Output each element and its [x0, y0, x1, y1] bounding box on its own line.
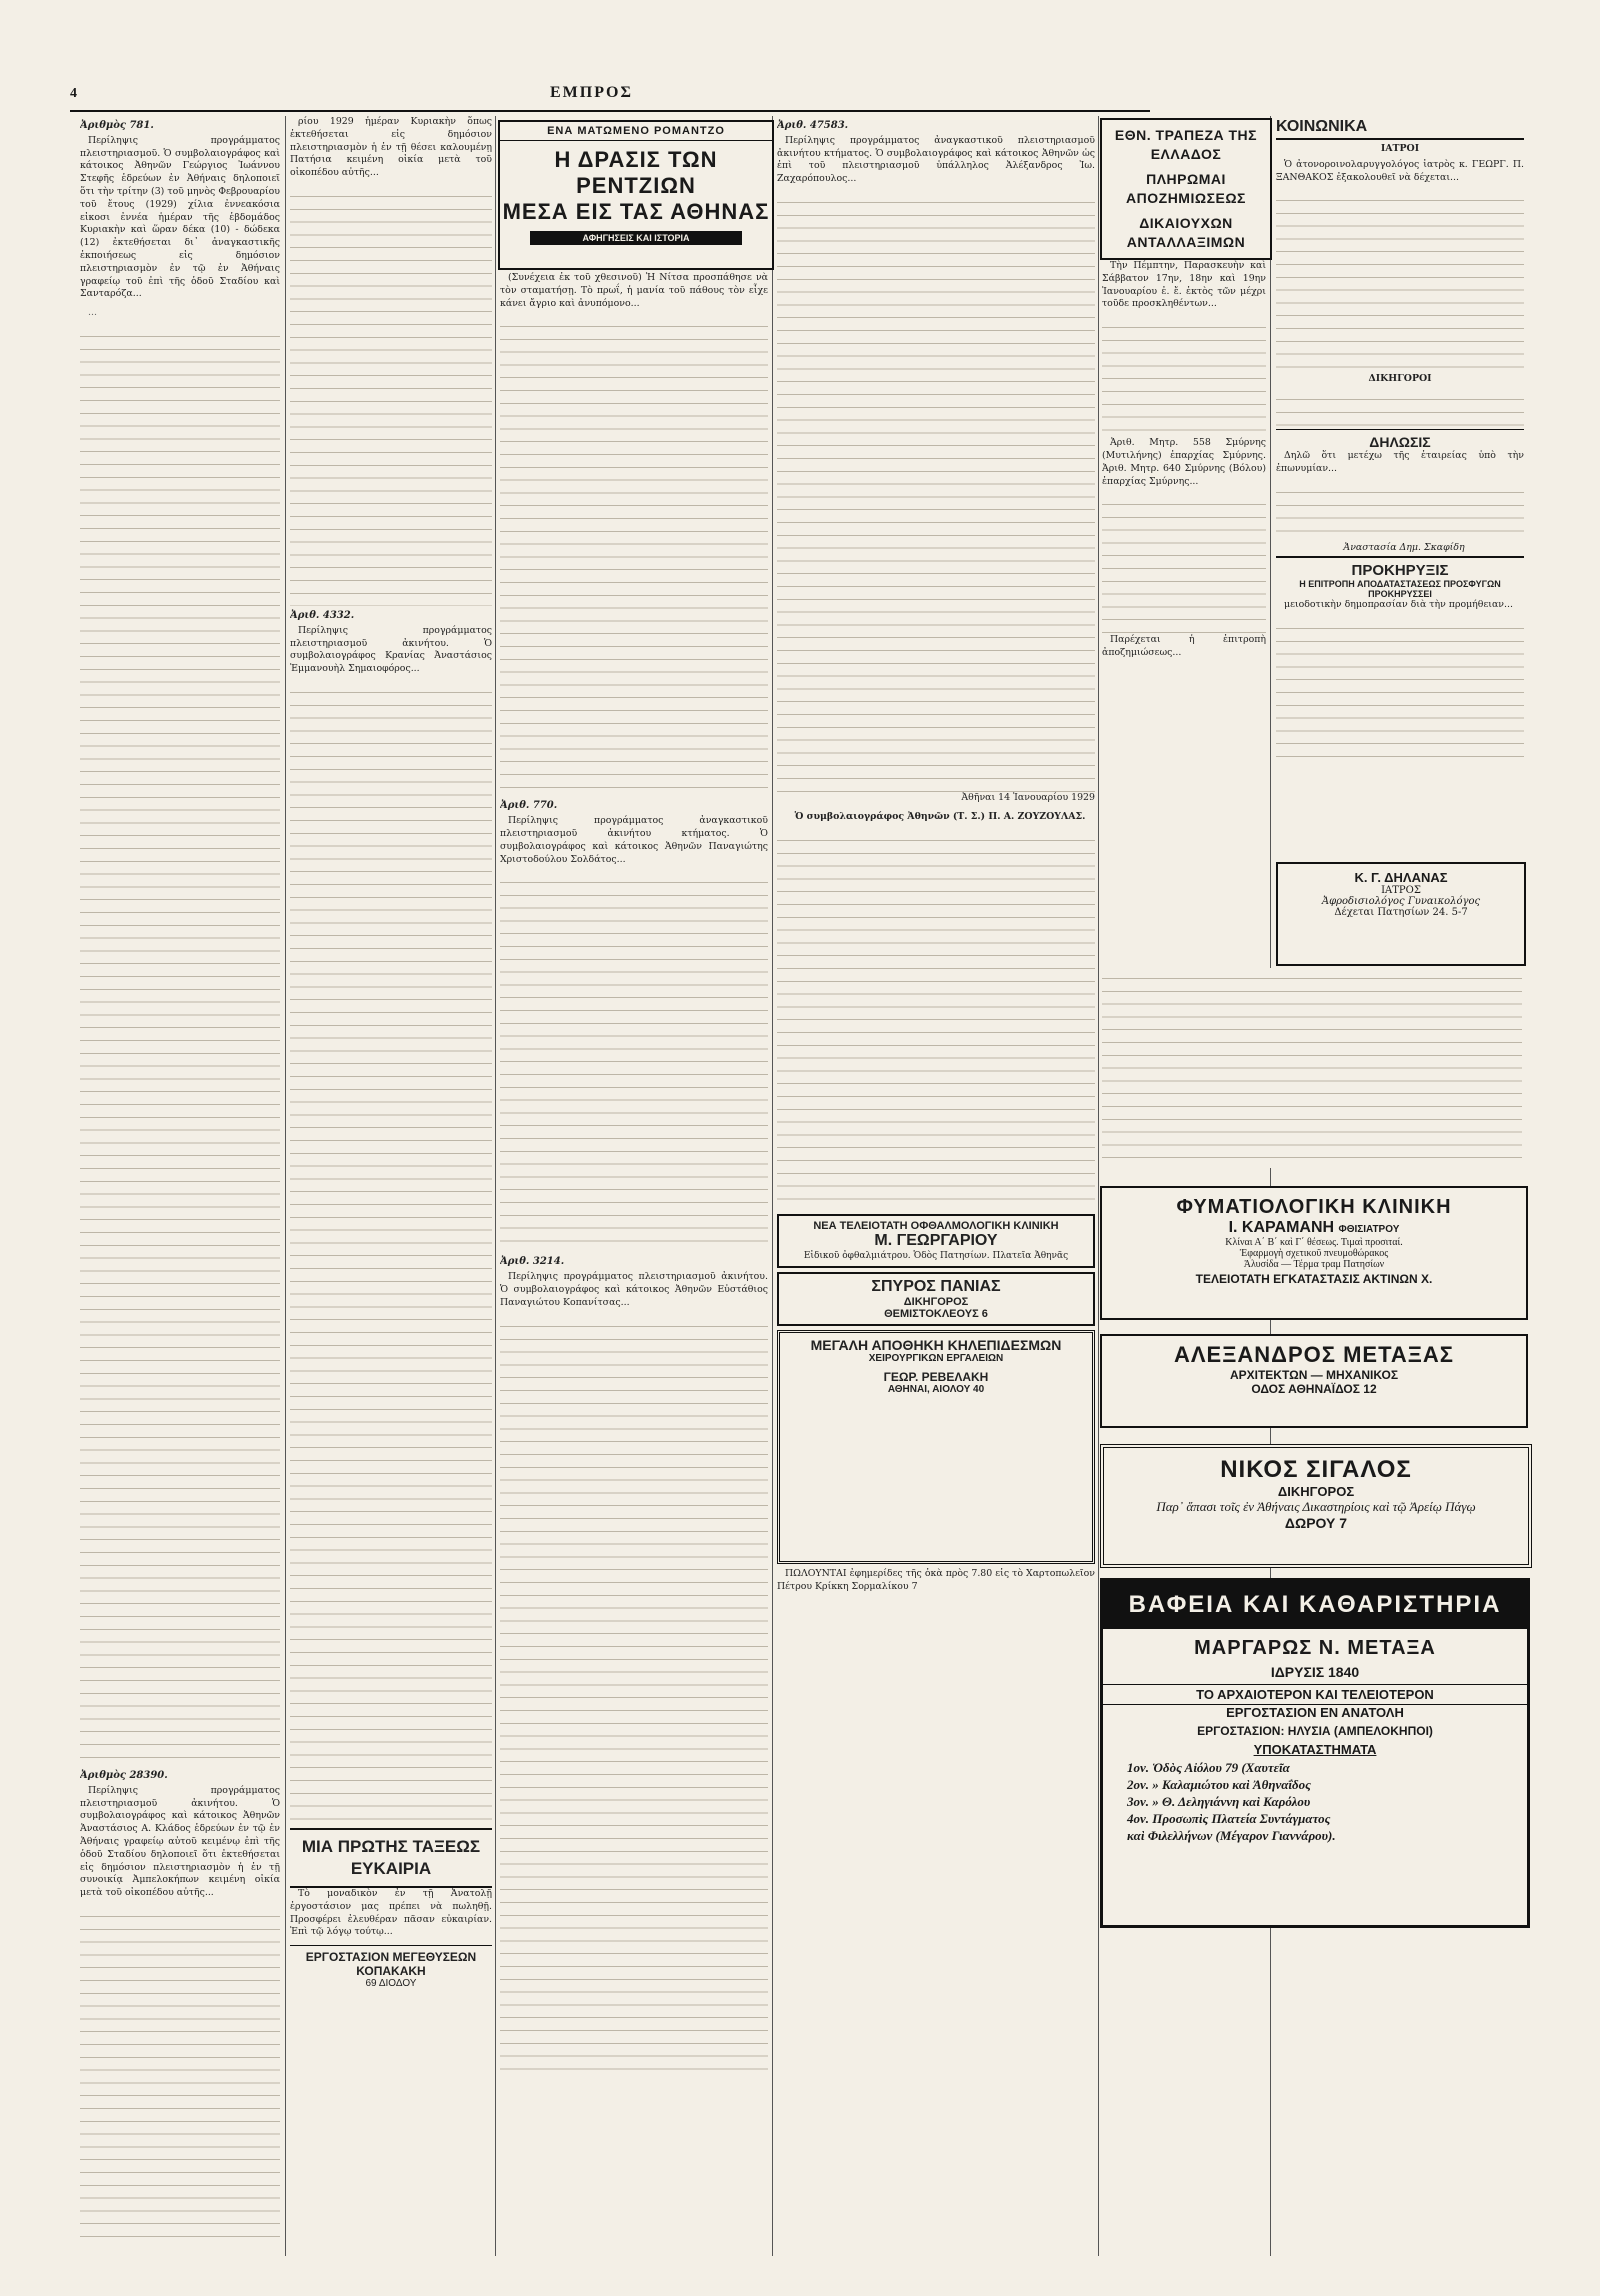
- notice-text: Περίληψις προγράμματος πλειστηριασμοῦ. Ὁ συμβολαιογράφος καὶ κάτοικος Ἀθηνῶν Γεώργιος Ἰωάννου Στεφῆς ἑδρεύων ἐν Ἀθήναις δηλοποιεῖ ὅτι τὴν τρίτην (3) τοῦ μηνὸς Φεβρουαρίου τοῦ ἔτους (1929) χίλια ἐννεακόσια εἰκοσι ἐννέα ἡμέραν τῆς ἑβδομάδος Κυριακὴν καὶ ὥραν δέκα (10) - δώδεκα (12) ἐκτεθήσεται δι᾽ ἀναγκαστικῆς ἐκποιήσεως εἰς δημόσιον πλειστηριασμὸν ἐν τῷ ἐν Ἀθήναις γραφείῳ τοῦ ἐπὶ τῆς ὁδοῦ Σταδίου καὶ Σανταρόζα...: [80, 134, 280, 300]
- column-2: [290, 116, 492, 2256]
- bank-title: ΕΘΝ. ΤΡΑΠΕΖΑ ΤΗΣ ΕΛΛΑΔΟΣ: [1114, 127, 1258, 162]
- lawyer-title: ΔΙΚΗΓΟΡΟΣ: [903, 1296, 969, 1309]
- declaration-text: Δηλῶ ὅτι μετέχω τῆς ἐταιρείας ὑπὸ τὴν ἐπωνυμίαν...: [1276, 450, 1524, 474]
- dye-title: ΒΑΦΕΙΑ ΚΑΙ ΚΑΘΑΡΙΣΤΗΡΙΑ: [1103, 1581, 1527, 1629]
- doctor-details: Εἰδικοῦ ὀφθαλμιάτρου. Ὁδὸς Πατησίων. Πλατεῖα Ἀθηνᾶς: [803, 1250, 1069, 1261]
- factory-ad: [290, 1945, 492, 1989]
- doctor-ad: [1276, 862, 1526, 966]
- surgical-store-ad: [777, 1330, 1095, 1564]
- clinic-owner: [1102, 1219, 1526, 1237]
- notice-subtitle: ΠΡΟΚΗΡΥΣΣΕΙ: [1368, 589, 1432, 599]
- text-block: [1276, 618, 1524, 768]
- doctor-name: Μ. ΓΕΩΡΓΑΡΙΟΥ: [874, 1231, 998, 1249]
- doctors-section-title: ΙΑΤΡΟΙ: [1380, 143, 1420, 154]
- declaration-title: ΔΗΛΩΣΙΣ: [1276, 429, 1524, 450]
- text-block: [500, 1316, 768, 2076]
- serial-title-line1: Η ΔΡΑΣΙΣ ΤΩΝ ΡΕΝΤΖΙΩΝ: [554, 147, 718, 198]
- text-block: [1102, 317, 1266, 437]
- lawyer2-ad: [1100, 1444, 1532, 1568]
- newspaper-title: ΕΜΠΡΟΣ: [550, 84, 633, 101]
- text-block: [777, 830, 1095, 1210]
- column-divider: [772, 116, 773, 2256]
- notice-number: Ἀριθ. 770.: [500, 800, 558, 812]
- tuberculosis-clinic-ad: [1100, 1186, 1528, 1320]
- sale-title: ΜΙΑ ΠΡΩΤΗΣ ΤΑΞΕΩΣ ΕΥΚΑΙΡΙΑ: [301, 1836, 481, 1878]
- bank-notice-header: [1100, 118, 1272, 260]
- architect-ad: [1100, 1334, 1528, 1428]
- lawyer2-title: ΔΙΚΗΓΟΡΟΣ: [1277, 1484, 1355, 1499]
- social-title: ΚΟΙΝΩΝΙΚΑ: [1276, 116, 1524, 140]
- notice-issuer: Η ΕΠΙΤΡΟΠΗ ΑΠΟΔΑΤΑΣΤΑΣΕΩΣ ΠΡΟΣΦΥΓΩΝ: [1299, 579, 1501, 589]
- lawyer2-name: ΝΙΚΟΣ ΣΙΓΑΛΟΣ: [1220, 1456, 1412, 1483]
- notice-number: Ἀριθμὸς 28390.: [80, 1769, 168, 1781]
- lawyers-section-title: ΔΙΚΗΓΟΡΟΙ: [1368, 373, 1432, 385]
- dye-founded: ΙΔΡΥΣΙΣ 1840: [1270, 1664, 1360, 1680]
- notice-text: Περίληψις προγράμματος πλειστηριασμοῦ ἀκινήτου. Ὁ συμβολαιογράφος Κρανίας Ἀναστάσιος Ἐμμανουὴλ Σημαιοφόρος...: [290, 624, 492, 675]
- notice-text: ρίου 1929 ἡμέραν Κυριακὴν ὅπως ἐκτεθήσεται εἰς δημόσιον πλειστηριασμὸν ἡ ἐν τῇ θέσει καλουμένῃ Πατήσια κειμένη οἰκία μετὰ τοῦ οἰκοπέδου αὐτῆς...: [290, 116, 492, 179]
- ophthalmology-ad: [777, 1214, 1095, 1269]
- store-subtitle: ΧΕΙΡΟΥΡΓΙΚΩΝ ΕΡΓΑΛΕΙΩΝ: [868, 1353, 1004, 1365]
- doctor2-name: Κ. Γ. ΔΗΛΑΝΑΣ: [1354, 870, 1448, 885]
- clinic-line: Ἀλυσίδα — Τέρμα τραμ Πατησίων: [1243, 1259, 1385, 1270]
- notice-text: Περίληψις προγράμματος πλειστηριασμοῦ ἀκινήτου. Ὁ συμβολαιογράφος καὶ κάτοικος Ἀθηνῶν Εὐστάθιος Παναγιώτου Κοπανίτσας...: [500, 1271, 768, 1308]
- store-address: ΑΘΗΝΑΙ, ΑΙΟΛΟΥ 40: [887, 1384, 985, 1396]
- clinic-name: ΦΥΜΑΤΙΟΛΟΓΙΚΗ ΚΛΙΝΙΚΗ: [1176, 1196, 1452, 1218]
- serial-text: (Συνέχεια ἐκ τοῦ χθεσινοῦ) Ἡ Νίτσα προσπάθησε νὰ τὸν σταματήσῃ. Τὸ πρωΐ, ἡ μανία τοῦ πάθους τὸν εἶχε κάνει ἄγριο καὶ ἀνυπόμονο...: [500, 272, 768, 309]
- branch-item: 3ον. » Θ. Δεληγιάννη καὶ Καρόλου: [1127, 1794, 1311, 1809]
- store-title: ΜΕΓΑΛΗ ΑΠΟΘΗΚΗ ΚΗΛΕΠΙΔΕΣΜΩΝ: [810, 1337, 1062, 1354]
- page-number: 4: [70, 86, 77, 101]
- lawyer-address: ΘΕΜΙΣΤΟΚΛΕΟΥΣ 6: [884, 1308, 988, 1321]
- text-block: [777, 192, 1095, 792]
- doctor2-title: ΙΑΤΡΟΣ: [1381, 885, 1421, 896]
- bank-subtitle-2: ΔΙΚΑΙΟΥΧΩΝ ΑΝΤΑΛΛΑΞΙΜΩΝ: [1126, 215, 1246, 250]
- column-divider: [495, 116, 496, 2256]
- lawyer-ad: [777, 1272, 1095, 1326]
- text-block: [290, 682, 492, 1822]
- bank-subtitle-1: ΠΛΗΡΩΜΑΙ ΑΠΟΖΗΜΙΩΣΕΩΣ: [1126, 171, 1246, 206]
- dye-works-ad: [1100, 1578, 1530, 1928]
- clinic-line: ΤΕΛΕΙΟΤΑΤΗ ΕΓΚΑΤΑΣΤΑΣΙΣ ΑΚΤΙΝΩΝ Χ.: [1195, 1272, 1433, 1286]
- factory-address: 69 ΔΙΟΔΟΥ: [365, 1978, 417, 1990]
- text-block: [500, 872, 768, 1252]
- dye-claim: ΤΟ ΑΡΧΑΙΟΤΕΡΟΝ ΚΑΙ ΤΕΛΕΙΟΤΕΡΟΝ: [1103, 1684, 1527, 1705]
- branch-item: 4ον. Προσωπὶς Πλατεία Συντάγματος: [1127, 1811, 1331, 1826]
- text-block: [1276, 389, 1524, 429]
- page-header: [70, 84, 1150, 112]
- lawyer2-address: ΔΩΡΟΥ 7: [1284, 1515, 1348, 1531]
- architect-title: ΑΡΧΙΤΕΚΤΩΝ — ΜΗΧΑΝΙΚΟΣ: [1229, 1368, 1399, 1382]
- notice-text: μειοδοτικὴν δημοπρασίαν διὰ τὴν προμήθειαν...: [1284, 599, 1513, 610]
- column-5-lower: [1102, 968, 1522, 1178]
- lawyer2-courts: Παρ᾽ ἅπασι τοῖς ἐν Ἀθήναις Δικαστηρίοις καὶ τῷ Ἀρείῳ Πάγῳ: [1156, 1499, 1476, 1514]
- bank-text: Τὴν Πέμπτην, Παρασκευὴν καὶ Σάββατον 17ην, 18ην καὶ 19ην Ἰανουαρίου ἐ. ἔ. ἐκτὸς τῶν μέχρι τοῦδε προσκληθέντων...: [1102, 260, 1266, 310]
- store-owner: ΓΕΩΡ. ΡΕΒΕΛΑΚΗ: [883, 1370, 989, 1385]
- branch-item: καὶ Φιλελλήνων (Μέγαρον Γιαννάρου).: [1127, 1828, 1336, 1843]
- architect-address: ΟΔΟΣ ΑΘΗΝΑΪΔΟΣ 12: [1251, 1382, 1377, 1396]
- sale-text: Τὸ μοναδικὸν ἐν τῇ Ἀνατολῇ ἐργοστάσιον μας πρέπει νὰ πωληθῇ. Προσφέρει ἐλευθέραν πᾶσαν εὐκαιρίαν. Ἐπὶ τῷ λόγῳ τούτῳ...: [290, 1887, 492, 1938]
- column-3: [500, 272, 768, 2252]
- dye-factory: ΕΡΓΟΣΤΑΣΙΟΝ: ΗΛΥΣΙΑ (ΑΜΠΕΛΟΚΗΠΟΙ): [1197, 1724, 1433, 1738]
- misc-notice: ΠΩΛΟΥΝΤΑΙ ἐφημερίδες τῆς ὀκὰ πρὸς 7.80 εἰς τὸ Χαρτοπωλεῖον Πέτρου Κρίκκη Σορμαλίκου 7: [777, 1568, 1095, 1593]
- factory-title: ΕΡΓΟΣΤΑΣΙΟΝ ΜΕΓΕΘΥΣΕΩΝ ΚΟΠΑΚΑΚΗ: [305, 1950, 477, 1979]
- branch-item: 1ον. Ὁδὸς Αἰόλου 79 (Χαυτεῖα: [1127, 1760, 1290, 1775]
- dye-claim-2: ΕΡΓΟΣΤΑΣΙΟΝ ΕΝ ΑΝΑΤΟΛΗ: [1226, 1705, 1404, 1720]
- notice-title: ΠΡΟΚΗΡΥΞΙΣ: [1276, 556, 1524, 579]
- text-block: [290, 186, 492, 606]
- text-block: [1276, 482, 1524, 542]
- text-block: [1102, 968, 1522, 1168]
- notice-text: Περίληψις προγράμματος ἀναγκαστικοῦ πλειστηριασμοῦ ἀκινήτου κτήματος. Ὁ συμβολαιογράφος καὶ κάτοικος Ἀθηνῶν ὡς ἐπὶ τοῦ πλειστηριασμοῦ ὑπάλληλος Ἀλέξανδρος Ἰω. Ζαχαρόπουλος...: [777, 134, 1095, 185]
- doctor2-address: Δέχεται Πατησίων 24. 5-7: [1334, 907, 1468, 918]
- clinic-line: Ἐφαρμογὴ σχετικοῦ πνευμοθώρακος: [1239, 1248, 1389, 1259]
- notice-number: Ἀριθ. 4332.: [290, 609, 355, 621]
- text-block: [80, 1906, 280, 2246]
- serial-subtitle: ΑΦΗΓΗΣΕΙΣ ΚΑΙ ΙΣΤΟΡΙΑ: [530, 231, 742, 245]
- tender-notice: [1276, 556, 1524, 856]
- column-1: [80, 116, 280, 2256]
- sale-ad: [290, 1828, 492, 1888]
- doctor2-specialty: Ἀφροδισιολόγος Γυναικολόγος: [1321, 896, 1481, 907]
- doctor-listing: Ὁ ἀτονοροινολαρυγγολόγος ἰατρὸς κ. ΓΕΩΡΓ. Π. ΞΑΝΘΑΚΟΣ ἐξακολουθεῖ νὰ δέχεται...: [1276, 158, 1524, 183]
- clinic-owner-note: ΦΘΙΣΙΑΤΡΟΥ: [1338, 1224, 1400, 1235]
- clinic-owner-name: Ι. ΚΑΡΑΜΑΝΗ: [1228, 1219, 1335, 1236]
- column-divider: [285, 116, 286, 2256]
- dye-owner: ΜΑΡΓΑΡΩΣ Ν. ΜΕΤΑΞΑ: [1194, 1637, 1436, 1659]
- architect-name: ΑΛΕΞΑΝΔΡΟΣ ΜΕΤΑΞΑΣ: [1173, 1342, 1455, 1367]
- clinic-title: ΝΕΑ ΤΕΛΕΙΟΤΑΤΗ ΟΦΘΑΛΜΟΛΟΓΙΚΗ ΚΛΙΝΙΚΗ: [813, 1219, 1059, 1232]
- text-block: [80, 326, 280, 1766]
- text-block: [1102, 494, 1266, 634]
- text-block: [500, 316, 768, 796]
- serial-title-line2: ΜΕΣΑ ΕΙΣ ΤΑΣ ΑΘΗΝΑΣ: [502, 199, 770, 224]
- serial-novel-header: [498, 120, 774, 270]
- signature: Ὁ συμβολαιογράφος Ἀθηνῶν (Τ. Σ.) Π. Α. ΖΟΥΖΟΥΛΑΣ.: [794, 810, 1086, 822]
- column-5: [1102, 260, 1266, 820]
- notice-number: Ἀριθμὸς 781.: [80, 120, 154, 131]
- declaration-signature: Ἀναστασία Δημ. Σκαφίδη: [1343, 541, 1465, 553]
- clinic-line: Κλίναι Α΄ Β΄ καὶ Γ΄ θέσεως. Τιμαὶ προσιταί.: [1225, 1237, 1403, 1248]
- bank-text-3: Παρέχεται ἡ ἐπιτροπὴ ἀποζημιώσεως...: [1102, 634, 1266, 659]
- column-4: [777, 116, 1095, 2256]
- branches-title: ΥΠΟΚΑΤΑΣΤΗΜΑΤΑ: [1253, 1742, 1377, 1757]
- column-divider: [1098, 116, 1099, 2256]
- branch-item: 2ον. » Καλαμιώτου καὶ Ἀθηναΐδος: [1127, 1777, 1311, 1792]
- serial-kicker: ΕΝΑ ΜΑΤΩΜΕΝΟ ΡΟΜΑΝΤΖΟ: [500, 122, 772, 141]
- notice-text: Περίληψις προγράμματος πλειστηριασμοῦ ἀκινήτου. Ὁ συμβολαιογράφος καὶ κάτοικος Ἀθηνῶν Ἀναστάσιος Α. Κλάδος ἑδρεύων ἐν τῷ ἐν Ἀθήναις γραφείῳ αὐτοῦ κειμένῳ ἐπὶ τῆς ὁδοῦ Σταδίου δηλοποιεῖ ὅτι ἐκτεθήσεται εἰς δημόσιον πλειστηριασμὸν ἡ ἐν τῇ συνοικίᾳ Ἀμπελοκήπων κειμένη οἰκία μετὰ τοῦ οἰκοπέδου αὐτῆς...: [80, 1784, 280, 1899]
- lawyer-name: ΣΠΥΡΟΣ ΠΑΝΙΑΣ: [871, 1278, 1001, 1296]
- bank-text-2: Ἀριθ. Μητρ. 558 Σμύρνης (Μυτιλήνης) ἐπαρχίας Σμύρνης. Ἀριθ. Μητρ. 640 Σμύρνης (Βόλου) ἐπαρχίας Σμύρνης...: [1102, 437, 1266, 487]
- notice-number: Ἀριθ. 3214.: [500, 1256, 565, 1268]
- filler-text: ...: [88, 307, 97, 319]
- notice-text: Περίληψις προγράμματος ἀναγκαστικοῦ πλειστηριασμοῦ ἀκινήτου κτήματος. Ὁ συμβολαιογράφος καὶ κάτοικος Ἀθηνῶν Παναγιώτης Χριστοδούλου Σολδάτος...: [500, 815, 768, 865]
- notice-number: Ἀριθ. 47583.: [777, 120, 849, 131]
- signature-date: Ἀθῆναι 14 Ἰανουαρίου 1929: [961, 791, 1095, 803]
- text-block: [1276, 190, 1524, 370]
